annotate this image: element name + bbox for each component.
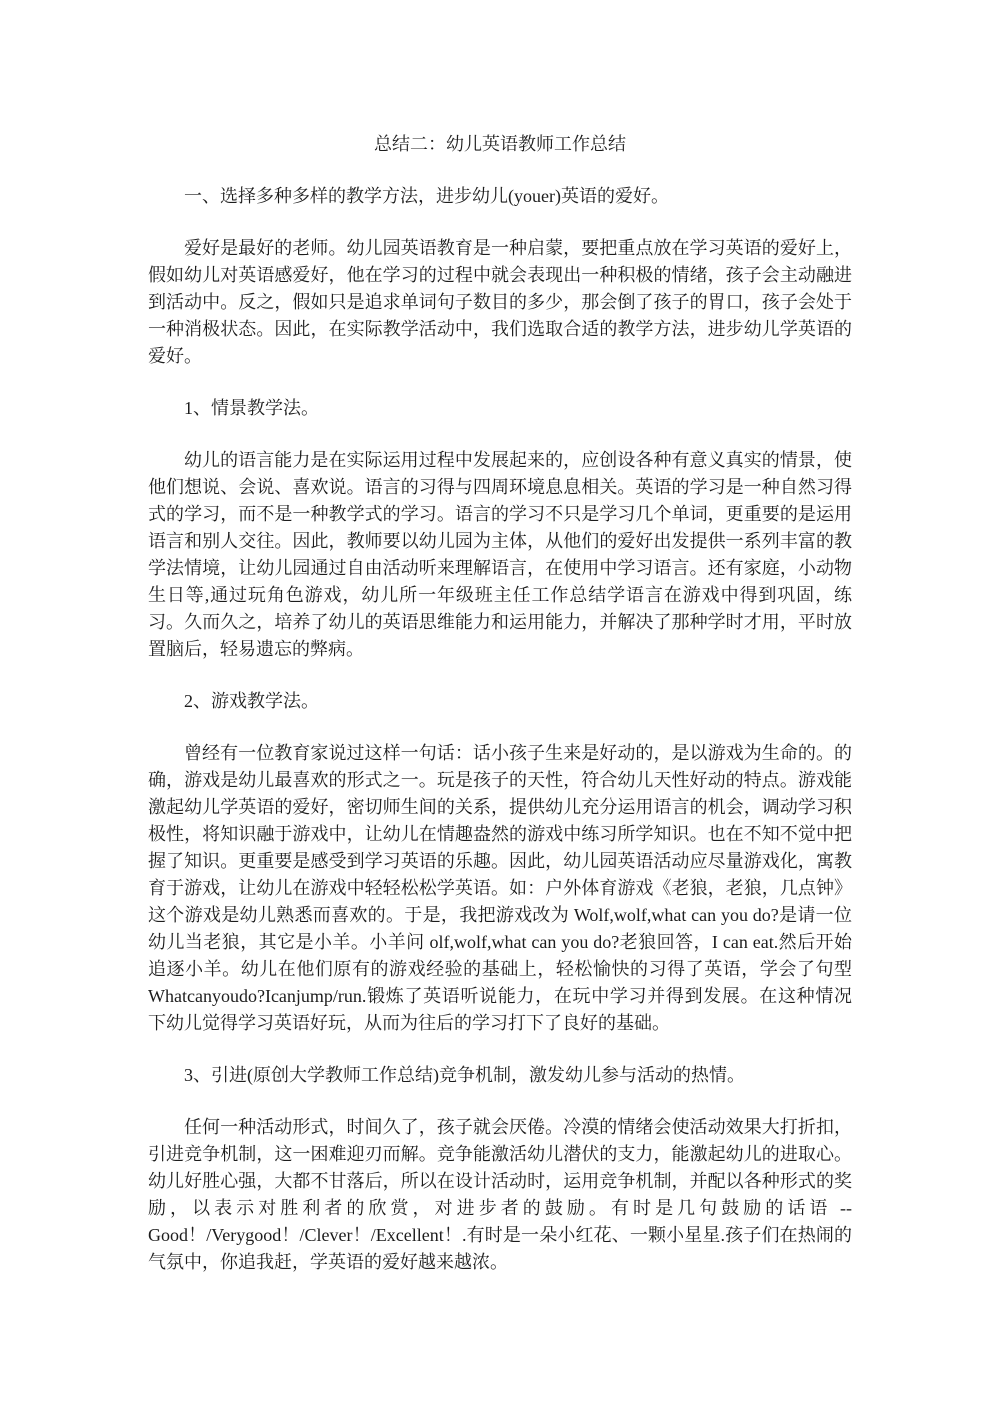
paragraph-subheading-3: 3、引进(原创大学教师工作总结)竞争机制，激发幼儿参与活动的热情。 <box>184 1065 745 1085</box>
paragraph-subheading-2: 2、游戏教学法。 <box>184 691 319 711</box>
paragraph-body: 爱好是最好的老师。幼儿园英语教育是一种启蒙，要把重点放在学习英语的爱好上，假如幼儿对英语感爱好，他在学习的过程中就会表现出一种积极的情绪，孩子会主动融进到活动中。反之，假如只是追求单词句子数目的多少，那会倒了孩子的胃口，孩子会处于一种消极状态。因此，在实际教学活动中，我们选取合适的教学方法，进步幼儿学英语的爱好。 <box>148 238 852 366</box>
paragraph-body: 曾经有一位教育家说过这样一句话：话小孩子生来是好动的，是以游戏为生命的。的确，游戏是幼儿最喜欢的形式之一。玩是孩子的天性，符合幼儿天性好动的特点。游戏能激起幼儿学英语的爱好，密切师生间的关系，提供幼儿充分运用语言的机会，调动学习积极性，将知识融于游戏中，让幼儿在情趣盎然的游戏中练习所学知识。也在不知不觉中把握了知识。更重要是感受到学习英语的乐趣。因此，幼儿园英语活动应尽量游戏化，寓教育于游戏，让幼儿在游戏中轻轻松松学英语。如：户外体育游戏《老狼，老狼，几点钟》这个游戏是幼儿熟悉而喜欢的。于是，我把游戏改为 Wolf,wolf,what can you do?是请一位幼儿当老狼，其它是小羊。小羊问 olf,wolf,what can you do?老狼回答，I can eat.然后开始追逐小羊。幼儿在他们原有的游戏经验的基础上，轻松愉快的习得了英语，学会了句型Whatcanyoudo?Icanjump/run.锻炼了英语听说能力，在玩中学习并得到发展。在这种情况下幼儿觉得学习英语好玩，从而为往后的学习打下了良好的基础。 <box>148 743 852 1033</box>
paragraph-body: 幼儿的语言能力是在实际运用过程中发展起来的，应创设各种有意义真实的情景，使他们想说、会说、喜欢说。语言的习得与四周环境息息相关。英语的学习是一种自然习得式的学习，而不是一种教学式的学习。语言的学习不只是学习几个单词，更重要的是运用语言和别人交往。因此，教师要以幼儿园为主体，从他们的爱好出发提供一系列丰富的教学法情境，让幼儿园通过自由活动听来理解语言，在使用中学习语言。还有家庭，小动物生日等,通过玩角色游戏，幼儿所一年级班主任工作总结学语言在游戏中得到巩固，练习。久而久之，培养了幼儿的英语思维能力和运用能力，并解决了那种学时才用，平时放置脑后，轻易遗忘的弊病。 <box>148 450 852 659</box>
paragraph-subheading-1: 1、情景教学法。 <box>184 398 319 418</box>
paragraph-body: 任何一种活动形式，时间久了，孩子就会厌倦。冷漠的情绪会使活动效果大打折扣，引进竞争机制，这一困难迎刃而解。竞争能激活幼儿潜伏的支力，能激起幼儿的进取心。幼儿好胜心强，大都不甘落后，所以在设计活动时，运用竞争机制，并配以各种形式的奖励，以表示对胜利者的欣赏，对进步者的鼓励。有时是几句鼓励的话语 --Good！/Verygood！/Clever！/Excellent！.有时是一朵小红花、一颗小星星.孩子们在热闹的气氛中，你追我赶，学英语的爱好越来越浓。 <box>148 1117 852 1272</box>
document-title: 总结二：幼儿英语教师工作总结 <box>374 134 626 154</box>
paragraph-section-heading-1: 一、选择多种多样的教学方法，进步幼儿(youer)英语的爱好。 <box>184 186 669 206</box>
